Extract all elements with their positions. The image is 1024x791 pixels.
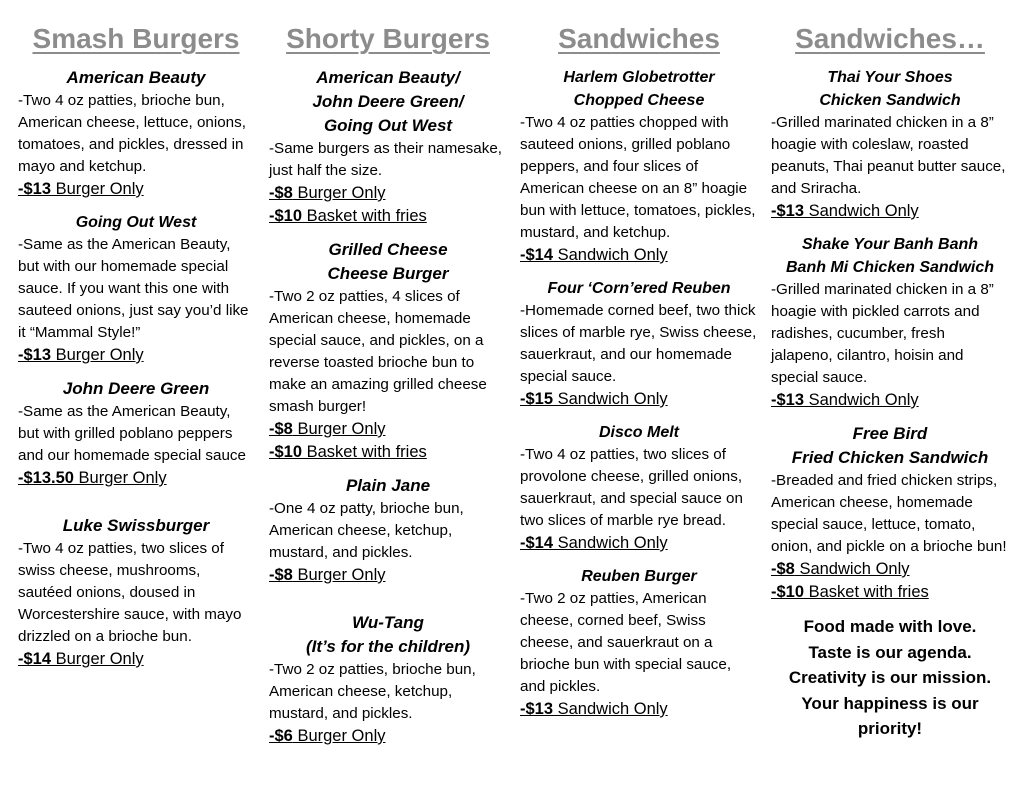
item-name: Reuben Burger bbox=[581, 568, 697, 585]
item-price: -$13 Sandwich Only bbox=[520, 700, 668, 718]
item-price: -$14 Sandwich Only bbox=[520, 246, 668, 264]
item-name: Luke Swissburger bbox=[62, 516, 210, 535]
menu-item bbox=[520, 421, 758, 555]
item-price: -$14 Burger Only bbox=[18, 650, 144, 668]
menu-item bbox=[520, 565, 758, 721]
item-price: -$10 Basket with fries bbox=[269, 443, 427, 461]
section-heading: Smash Burgers bbox=[32, 23, 240, 54]
item-price: -$14 Sandwich Only bbox=[520, 534, 668, 552]
item-name: American Beauty bbox=[66, 68, 206, 87]
item-name: Plain Jane bbox=[345, 476, 431, 495]
item-description: -Grilled marinated chicken in a 8” hoagie with pickled carrots and radishes, cucumber, fresh jalapeno, cilantro, hoisin and special sauce. bbox=[771, 281, 994, 386]
item-name: Wu-Tang (It’s for the children) bbox=[305, 613, 471, 656]
menu-item bbox=[18, 514, 254, 671]
item-name: Four ‘Corn’ered Reuben bbox=[547, 280, 731, 297]
menu-item bbox=[269, 611, 507, 748]
item-name: John Deere Green bbox=[62, 379, 210, 398]
item-description: -Two 4 oz patties chopped with sauteed onions, grilled poblano peppers, and four slices of American cheese on an 8” hoagie bun with lettuce, tomatoes, pickles, mustard, and ketchup. bbox=[520, 114, 756, 241]
menu-item bbox=[18, 211, 254, 367]
menu-item bbox=[269, 474, 507, 587]
item-description: -Breaded and fried chicken strips, American cheese, homemade special sauce, lettuce, tomato, onion, and pickle on a brioche bun! bbox=[771, 472, 1007, 555]
menu-item bbox=[269, 238, 507, 464]
motto: Food made with love. Taste is our agenda. Creativity is our mission. Your happiness is our priority! bbox=[788, 617, 992, 738]
item-name: Disco Melt bbox=[598, 424, 679, 441]
item-description: -Two 2 oz patties, 4 slices of American cheese, homemade special sauce, and pickles, on a reverse toasted brioche bun to make an amazing grilled cheese smash burger! bbox=[269, 288, 487, 415]
menu-item bbox=[269, 66, 507, 228]
item-name: Grilled Cheese Cheese Burger bbox=[327, 240, 449, 283]
item-description: -Two 4 oz patties, two slices of provolone cheese, grilled onions, sauerkraut, and special sauce on two slices of marble rye bread. bbox=[520, 446, 743, 529]
item-price: -$8 Burger Only bbox=[269, 184, 386, 202]
section-heading: Shorty Burgers bbox=[286, 23, 490, 54]
shorty-burgers-column bbox=[269, 18, 507, 758]
item-name: American Beauty/ John Deere Green/ Going Out West bbox=[312, 68, 464, 135]
item-description: -Two 2 oz patties, American cheese, corned beef, Swiss cheese, and sauerkraut on a brioche bun with special sauce, and pickles. bbox=[520, 590, 732, 695]
item-description: -Homemade corned beef, two thick slices of marble rye, Swiss cheese, sauerkraut, and our homemade special sauce. bbox=[520, 302, 757, 385]
menu-item bbox=[18, 377, 254, 490]
item-name: Free Bird Fried Chicken Sandwich bbox=[791, 424, 989, 467]
item-price: -$6 Burger Only bbox=[269, 727, 386, 745]
item-description: -Grilled marinated chicken in a 8” hoagie with coleslaw, roasted peanuts, Thai peanut butter sauce, and Sriracha. bbox=[771, 114, 1006, 197]
item-price: -$13 Sandwich Only bbox=[771, 391, 919, 409]
item-name: Shake Your Banh Banh Banh Mi Chicken Sandwich bbox=[785, 236, 995, 276]
item-description: -Two 2 oz patties, brioche bun, American cheese, ketchup, mustard, and pickles. bbox=[269, 661, 476, 722]
item-price: -$13.50 Burger Only bbox=[18, 469, 167, 487]
item-price: -$15 Sandwich Only bbox=[520, 390, 668, 408]
item-description: -One 4 oz patty, brioche bun, American cheese, ketchup, mustard, and pickles. bbox=[269, 500, 464, 561]
menu-item bbox=[520, 66, 758, 267]
item-price: -$10 Basket with fries bbox=[269, 207, 427, 225]
item-name: Thai Your Shoes Chicken Sandwich bbox=[819, 69, 961, 109]
item-price: -$8 Burger Only bbox=[269, 566, 386, 584]
item-description: -Same as the American Beauty, but with grilled poblano peppers and our homemade special sauce bbox=[18, 403, 246, 464]
sandwiches-column bbox=[520, 18, 758, 731]
menu-item bbox=[771, 66, 1009, 223]
item-price: -$10 Basket with fries bbox=[771, 583, 929, 601]
sandwiches-continued-column bbox=[771, 18, 1009, 742]
item-name: Going Out West bbox=[75, 214, 197, 231]
item-price: -$8 Sandwich Only bbox=[771, 560, 910, 578]
menu-item bbox=[771, 233, 1009, 412]
item-description: -Two 4 oz patties, two slices of swiss cheese, mushrooms, sautéed onions, doused in Worcestershire sauce, with mayo drizzled on a brioche bun. bbox=[18, 540, 242, 645]
item-price: -$13 Sandwich Only bbox=[771, 202, 919, 220]
menu-item bbox=[18, 66, 254, 201]
item-description: -Same burgers as their namesake, just half the size. bbox=[269, 140, 502, 179]
item-price: -$13 Burger Only bbox=[18, 346, 144, 364]
menu-item bbox=[771, 422, 1009, 604]
item-description: -Same as the American Beauty, but with our homemade special sauce. If you want this one with sauteed onions, just say you’d like it “Mammal Style!” bbox=[18, 236, 249, 341]
section-heading: Sandwiches bbox=[558, 23, 720, 54]
smash-burgers-column bbox=[18, 18, 254, 681]
item-description: -Two 4 oz patties, brioche bun, American cheese, lettuce, onions, tomatoes, and pickles, dressed in mayo and ketchup. bbox=[18, 92, 246, 175]
item-price: -$8 Burger Only bbox=[269, 420, 386, 438]
item-price: -$13 Burger Only bbox=[18, 180, 144, 198]
item-name: Harlem Globetrotter Chopped Cheese bbox=[563, 69, 715, 109]
menu-item bbox=[520, 277, 758, 411]
section-heading: Sandwiches… bbox=[795, 23, 985, 54]
